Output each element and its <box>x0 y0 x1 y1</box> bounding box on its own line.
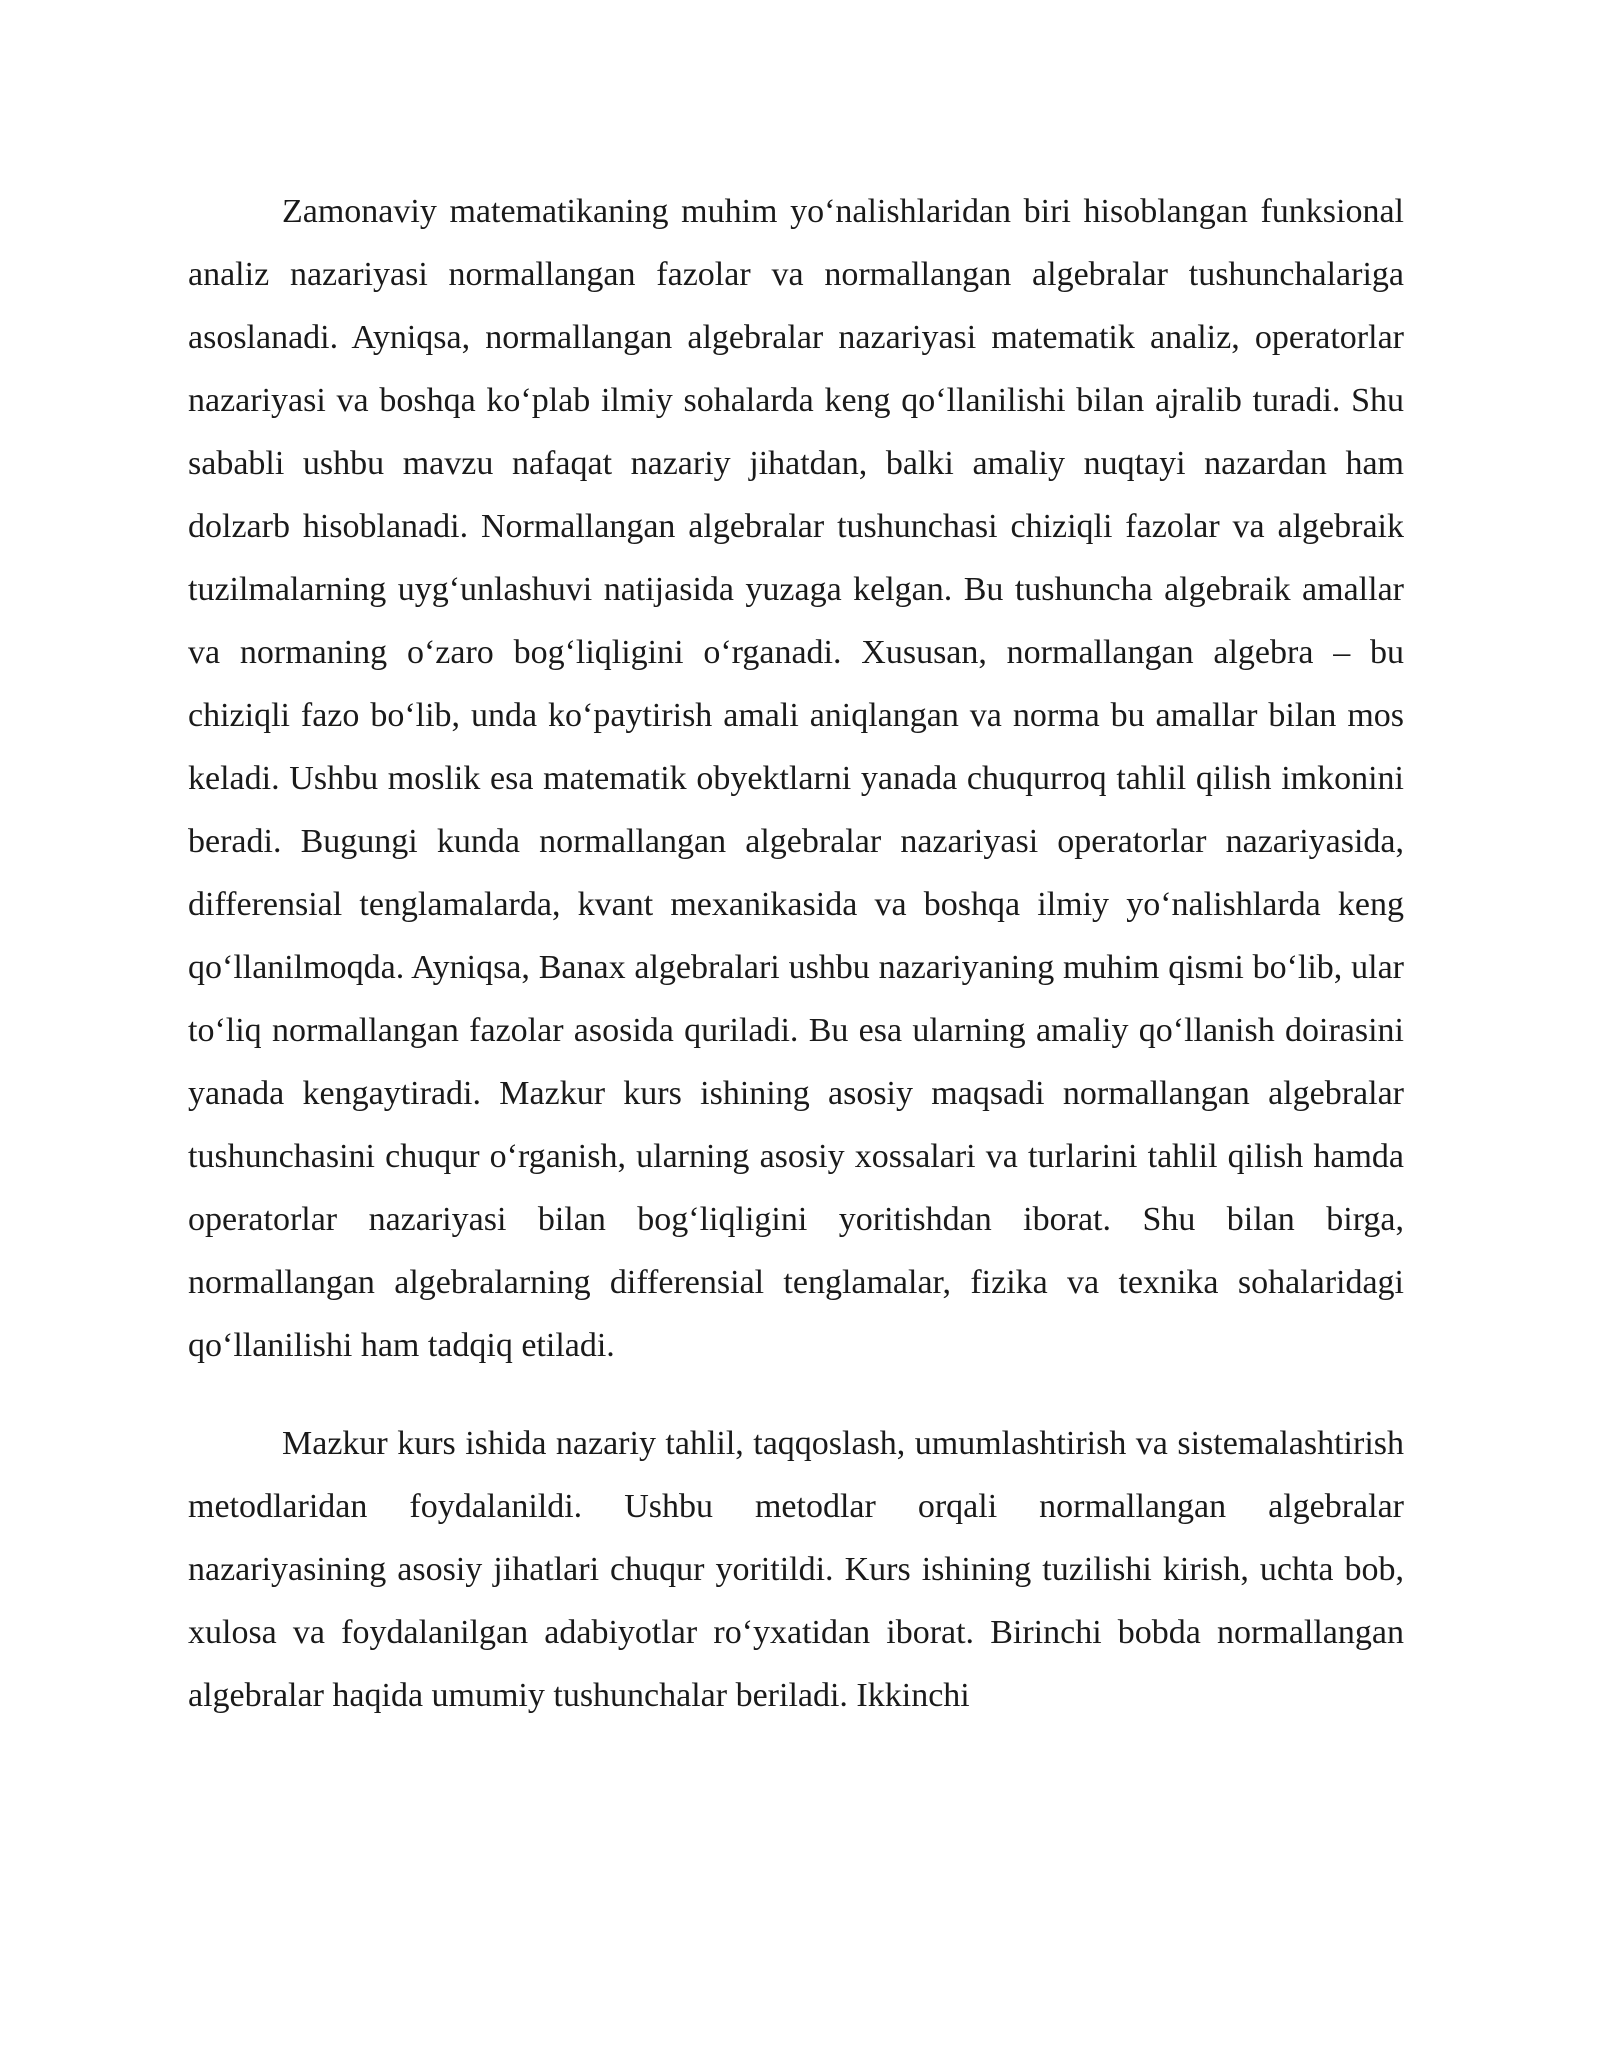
body-text <box>188 180 1404 1727</box>
paragraph-1: Zamonaviy matematikaning muhim yo‘nalishlaridan biri hisoblangan funksional analiz nazariyasi normallangan fazolar va normallangan algebralar tushunchalariga asoslanadi. Ayniqsa, normallangan algebralar nazariyasi matematik analiz, operatorlar nazariyasi va boshqa ko‘plab ilmiy sohalarda keng qo‘llanilishi bilan ajralib turadi. Shu sababli ushbu mavzu nafaqat nazariy jihatdan, balki amaliy nuqtayi nazardan ham dolzarb hisoblanadi. Normallangan algebralar tushunchasi chiziqli fazolar va algebraik tuzilmalarning uyg‘unlashuvi natijasida yuzaga kelgan. Bu tushuncha algebraik amallar va normaning o‘zaro bog‘liqligini o‘rganadi. Xususan, normallangan algebra – bu chiziqli fazo bo‘lib, unda ko‘paytirish amali aniqlangan va norma bu amallar bilan mos keladi. Ushbu moslik esa matematik obyektlarni yanada chuqurroq tahlil qilish imkonini beradi. Bugungi kunda normallangan algebralar nazariyasi operatorlar nazariyasida, differensial tenglamalarda, kvant mexanikasida va boshqa ilmiy yo‘nalishlarda keng qo‘llanilmoqda. Ayniqsa, Banax algebralari ushbu nazariyaning muhim qismi bo‘lib, ular to‘liq normallangan fazolar asosida quriladi. Bu esa ularning amaliy qo‘llanish doirasini yanada kengaytiradi. Mazkur kurs ishining asosiy maqsadi normallangan algebralar tushunchasini chuqur o‘rganish, ularning asosiy xossalari va turlarini tahlil qilish hamda operatorlar nazariyasi bilan bog‘liqligini yoritishdan iborat. Shu bilan birga, normallangan algebralarning differensial tenglamalar, fizika va texnika sohalaridagi qo‘llanilishi ham tadqiq etiladi. <box>188 193 1404 1364</box>
paragraph-2: Mazkur kurs ishida nazariy tahlil, taqqoslash, umumlashtirish va sistemalashtirish metodlaridan foydalanildi. Ushbu metodlar orqali normallangan algebralar nazariyasining asosiy jihatlari chuqur yoritildi. Kurs ishining tuzilishi kirish, uchta bob, xulosa va foydalanilgan adabiyotlar ro‘yxatidan iborat. Birinchi bobda normallangan algebralar haqida umumiy tushunchalar beriladi. Ikkinchi <box>188 1425 1404 1714</box>
